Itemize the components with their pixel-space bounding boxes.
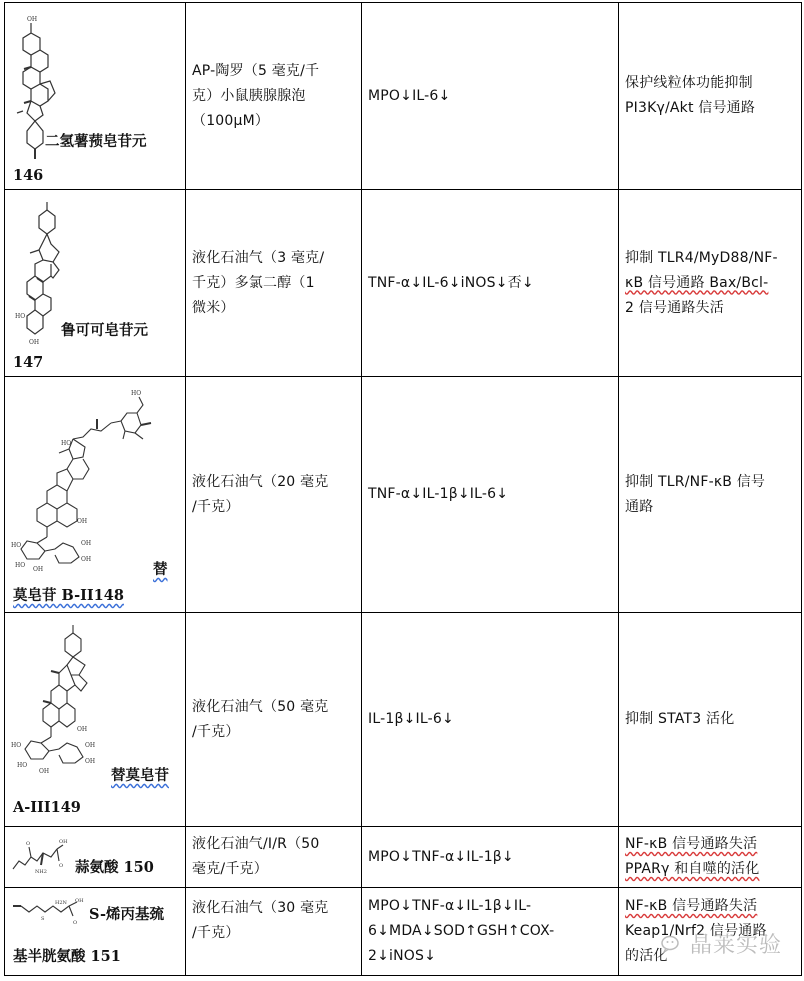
svg-text:HO: HO [61,440,72,447]
markers-cell [362,613,619,827]
markers-line: 2↓iNOS↓ [368,948,437,964]
svg-text:OH: OH [81,540,92,547]
compound-name: S-烯丙基巯 [89,906,165,923]
svg-text:HO: HO [15,313,26,320]
svg-text:H2N: H2N [55,900,67,906]
compound-name: 鲁可可皂苷元 [61,322,148,339]
mechanism-line: 抑制 TLR4/MyD88/NF- [625,249,778,266]
mechanism-line: NF-κB 信号通路失活 [625,836,758,852]
compound-cell [5,827,186,888]
svg-text:HO: HO [11,742,22,749]
compound-name-part2 [13,583,124,608]
model-line: 液化石油气（20 毫克 [192,473,329,490]
mechanism-cell [619,377,802,613]
model-line: AP-陶罗（5 毫克/千 [192,62,320,79]
svg-text:O: O [73,920,78,926]
model-line: （100μM） [192,112,270,129]
mechanism-line: Keap1/Nrf2 信号通路 [625,923,767,939]
model-line: 千克）多氯二醇（1 [192,274,315,291]
table-row [5,377,802,613]
model-line: /千克） [192,925,240,941]
compound-cell [5,377,186,613]
mechanism-line: 保护线粒体功能抑制 [625,75,753,91]
markers-text: TNF-α↓IL-1β↓IL-6↓ [368,486,509,502]
watermark [660,928,782,959]
chemical-structure-icon [11,621,121,791]
svg-text:OH: OH [81,556,92,563]
svg-text:HO: HO [15,562,26,569]
table-row [5,827,802,888]
table-row [5,613,802,827]
svg-text:O: O [26,841,31,847]
model-cell [186,827,362,888]
compound-number: 146 [13,167,44,184]
mechanism-line: 抑制 TLR/NF-κB 信号 [625,473,766,490]
svg-text:OH: OH [39,768,50,775]
markers-cell [362,827,619,888]
compound-cell [5,190,186,377]
table-row [5,3,802,190]
mechanism-cell [619,190,802,377]
compound-cell [5,888,186,976]
svg-text:OH: OH [27,16,38,23]
model-line: /千克） [192,498,240,515]
svg-text:OH: OH [77,518,88,525]
compound-name-text: 莫皂苷 B-II148 [13,587,124,604]
compound-name-line2: 基半胱氨酸 151 [13,948,121,965]
compound-number: 147 [13,354,44,371]
mechanism-line: NF-κB 信号通路失活 [625,898,758,914]
model-line: 克）小鼠胰腺腺泡 [192,87,306,104]
svg-text:HO: HO [17,762,28,769]
chemical-structure-icon [11,898,91,928]
chemical-structure-icon [11,383,171,573]
markers-text: IL-1β↓IL-6↓ [368,711,454,727]
model-cell [186,3,362,190]
mechanism-line: 抑制 STAT3 活化 [625,711,735,727]
markers-cell [362,377,619,613]
model-cell [186,190,362,377]
svg-text:OH: OH [85,758,96,765]
compound-name: 二氢薯蓣皂苷元 [45,133,147,150]
markers-text: MPO↓TNF-α↓IL-1β↓ [368,848,514,865]
compound-name [111,763,169,788]
mechanism-cell [619,613,802,827]
compound-name: 蒜氨酸 150 [75,859,154,876]
model-line: 液化石油气/I/R（50 [192,836,320,852]
markers-line: 6↓MDA↓SOD↑GSH↑COX- [368,923,555,939]
markers-cell [362,3,619,190]
model-cell [186,377,362,613]
mechanism-line: PI3Kγ/Akt 信号通路 [625,100,756,116]
svg-text:OH: OH [33,566,44,573]
svg-text:OH: OH [75,898,84,904]
svg-text:OH: OH [85,742,96,749]
svg-text:O: O [59,863,64,869]
markers-text: TNF-α↓IL-6↓iNOS↓否↓ [368,274,534,291]
svg-text:OH: OH [77,726,88,733]
watermark-text: 晶莱实验 [689,933,782,958]
markers-text: MPO↓IL-6↓ [368,87,451,104]
mechanism-line: 的活化 [625,948,668,964]
mechanism-cell [619,827,802,888]
svg-text:HO: HO [11,542,22,549]
model-cell [186,613,362,827]
svg-text:HO: HO [131,390,142,397]
model-cell [186,888,362,976]
svg-text:NH2: NH2 [35,869,47,875]
svg-text:OH: OH [29,339,40,346]
mechanism-line: 通路 [625,498,654,515]
compound-name-text: 替莫皂苷 [111,767,169,784]
model-line: 液化石油气（30 毫克 [192,900,329,916]
compound-cell [5,3,186,190]
mechanism-line: κB 信号通路 Bax/Bcl- [625,274,769,291]
compound-number: A-III149 [13,799,81,816]
mechanism-line: 2 信号通路失活 [625,299,724,316]
markers-cell [362,888,619,976]
model-line: 微米） [192,299,235,316]
model-line: /千克） [192,723,240,740]
table-row [5,190,802,377]
model-line: 毫克/千克） [192,861,268,877]
wechat-icon [660,934,684,954]
svg-text:OH: OH [59,839,68,845]
compound-name-part1: 替 [153,561,168,578]
chemical-structure-icon [11,835,73,875]
model-line: 液化石油气（50 毫克 [192,698,329,715]
mechanism-cell [619,3,802,190]
mechanism-line: PPARγ 和自噬的活化 [625,861,760,877]
markers-cell [362,190,619,377]
compounds-table [4,2,802,976]
svg-text:S: S [41,916,45,922]
model-line: 液化石油气（3 毫克/ [192,249,325,266]
compound-cell [5,613,186,827]
markers-line: MPO↓TNF-α↓IL-1β↓IL- [368,898,532,914]
